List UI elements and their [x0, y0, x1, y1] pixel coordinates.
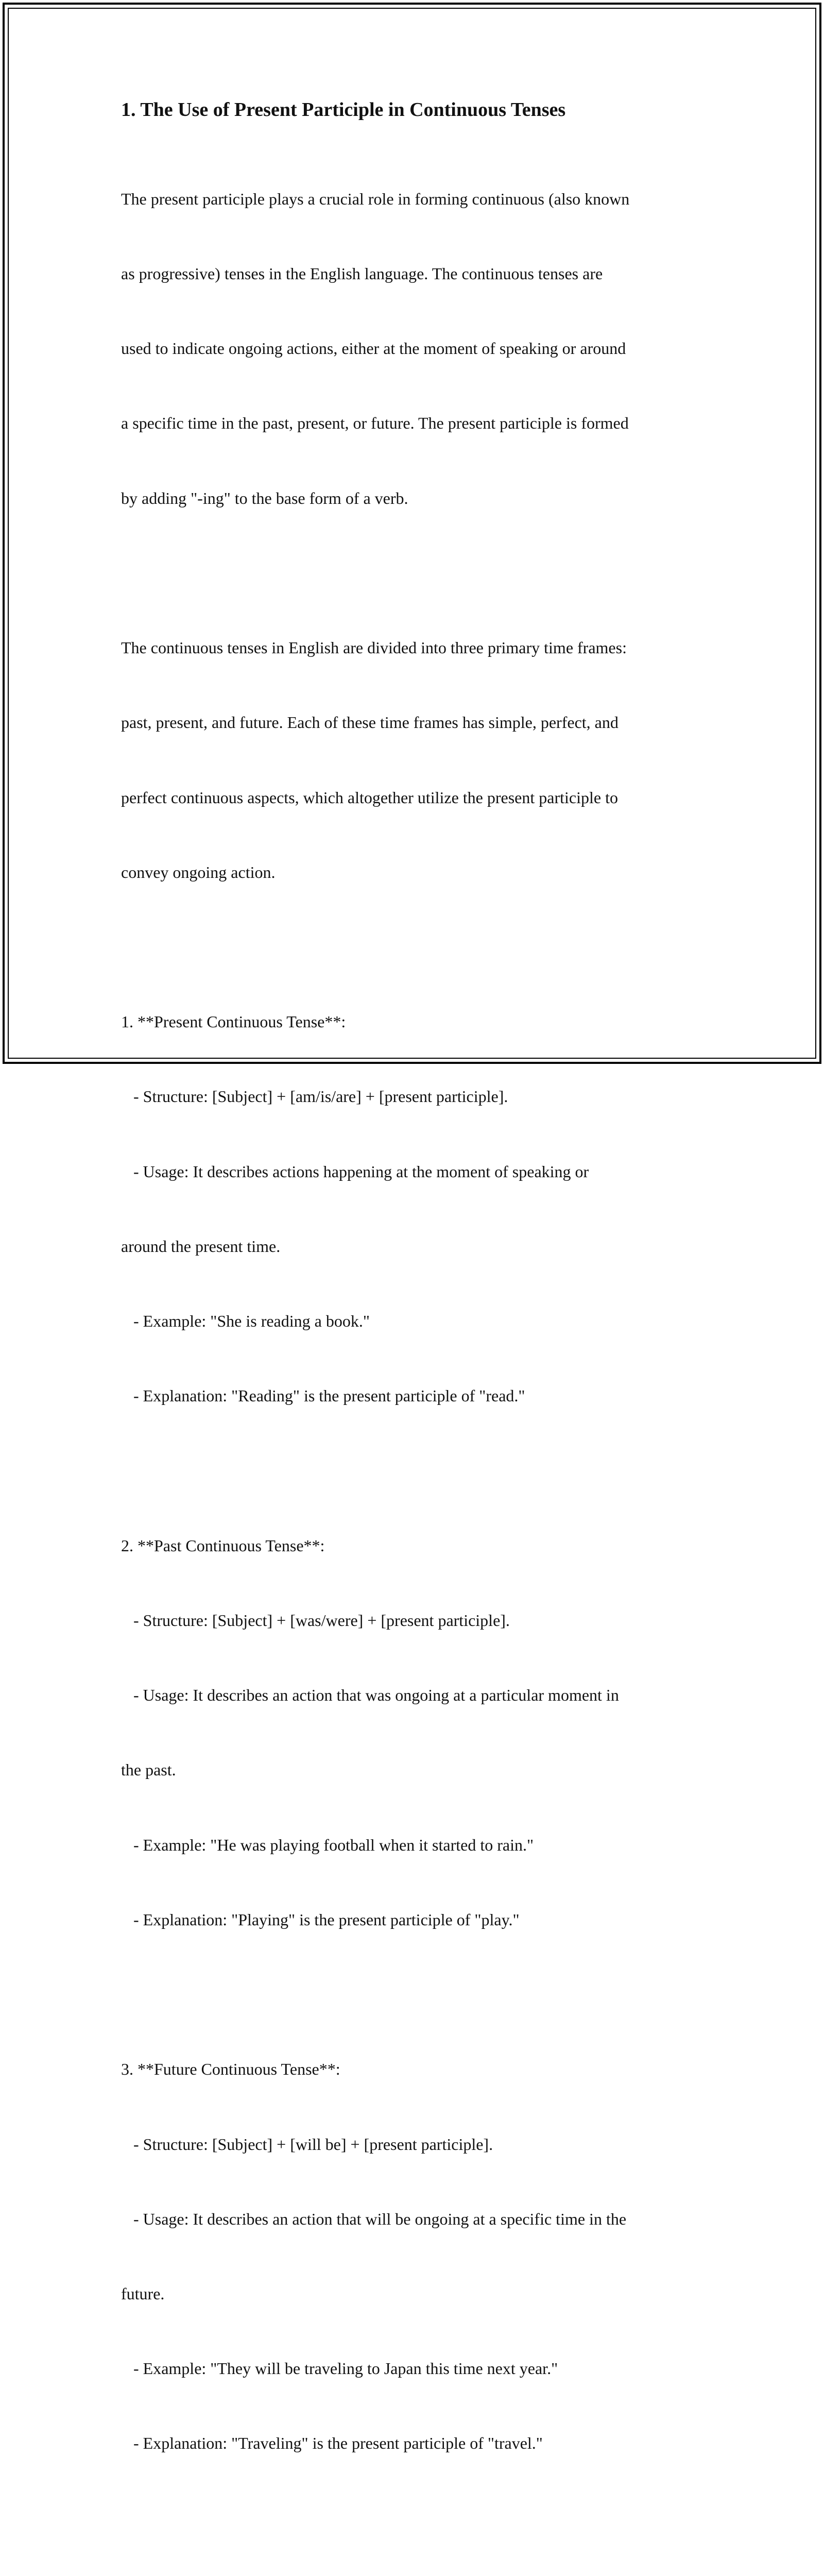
text-line: a specific time in the past, present, or future. The present participle is formed — [121, 414, 629, 433]
text-line: - Explanation: "Playing" is the present participle of "play." — [121, 1910, 520, 1929]
text-line: perfect continuous aspects, which altogether utilize the present participle to — [121, 788, 618, 807]
text-line: - Structure: [Subject] + [am/is/are] + [present participle]. — [121, 1087, 508, 1106]
list-item-title: 1. **Present Continuous Tense**: — [121, 1012, 346, 1031]
text-line: the past. — [121, 1760, 176, 1780]
text-line: convey ongoing action. — [121, 862, 276, 882]
blank-line — [121, 935, 718, 959]
text-line: The continuous tenses in English are divided into three primary time frames: — [121, 638, 627, 657]
text-line: - Explanation: "Traveling" is the present participle of "travel." — [121, 2434, 543, 2453]
document-body — [121, 95, 718, 2576]
text-line: by adding "-ing" to the base form of a verb. — [121, 488, 408, 507]
text-line: - Example: "They will be traveling to Japan this time next year." — [121, 2359, 558, 2378]
text-line: The present participle plays a crucial role in forming continuous (also known — [121, 189, 630, 208]
section-heading: 1. The Use of Present Participle in Continuous Tenses — [121, 99, 566, 121]
text-line: - Explanation: "Reading" is the present participle of "read." — [121, 1386, 525, 1405]
text-line: - Structure: [Subject] + [will be] + [present participle]. — [121, 2134, 493, 2154]
blank-line — [121, 1982, 718, 2007]
text-line: - Usage: It describes an action that was ongoing at a particular moment in — [121, 1686, 619, 1705]
text-line: future. — [121, 2284, 165, 2303]
text-line: used to indicate ongoing actions, either at the moment of speaking or around — [121, 339, 626, 358]
text-block — [121, 137, 718, 2576]
list-item-title: 3. **Future Continuous Tense**: — [121, 2060, 340, 2079]
text-line: - Usage: It describes actions happening at the moment of speaking or — [121, 1162, 589, 1181]
text-line: past, present, and future. Each of these time frames has simple, perfect, and — [121, 713, 619, 732]
blank-line — [121, 2506, 718, 2531]
text-line: - Structure: [Subject] + [was/were] + [present participle]. — [121, 1611, 510, 1630]
text-line: as progressive) tenses in the English language. The continuous tenses are — [121, 264, 603, 283]
text-line: - Example: "She is reading a book." — [121, 1312, 370, 1331]
text-line: around the present time. — [121, 1236, 281, 1256]
list-item-title: 2. **Past Continuous Tense**: — [121, 1536, 325, 1555]
blank-line — [121, 1459, 718, 1483]
blank-line — [121, 561, 718, 585]
text-line: - Example: "He was playing football when it started to rain." — [121, 1835, 534, 1854]
text-line: - Usage: It describes an action that will be ongoing at a specific time in the — [121, 2209, 627, 2228]
